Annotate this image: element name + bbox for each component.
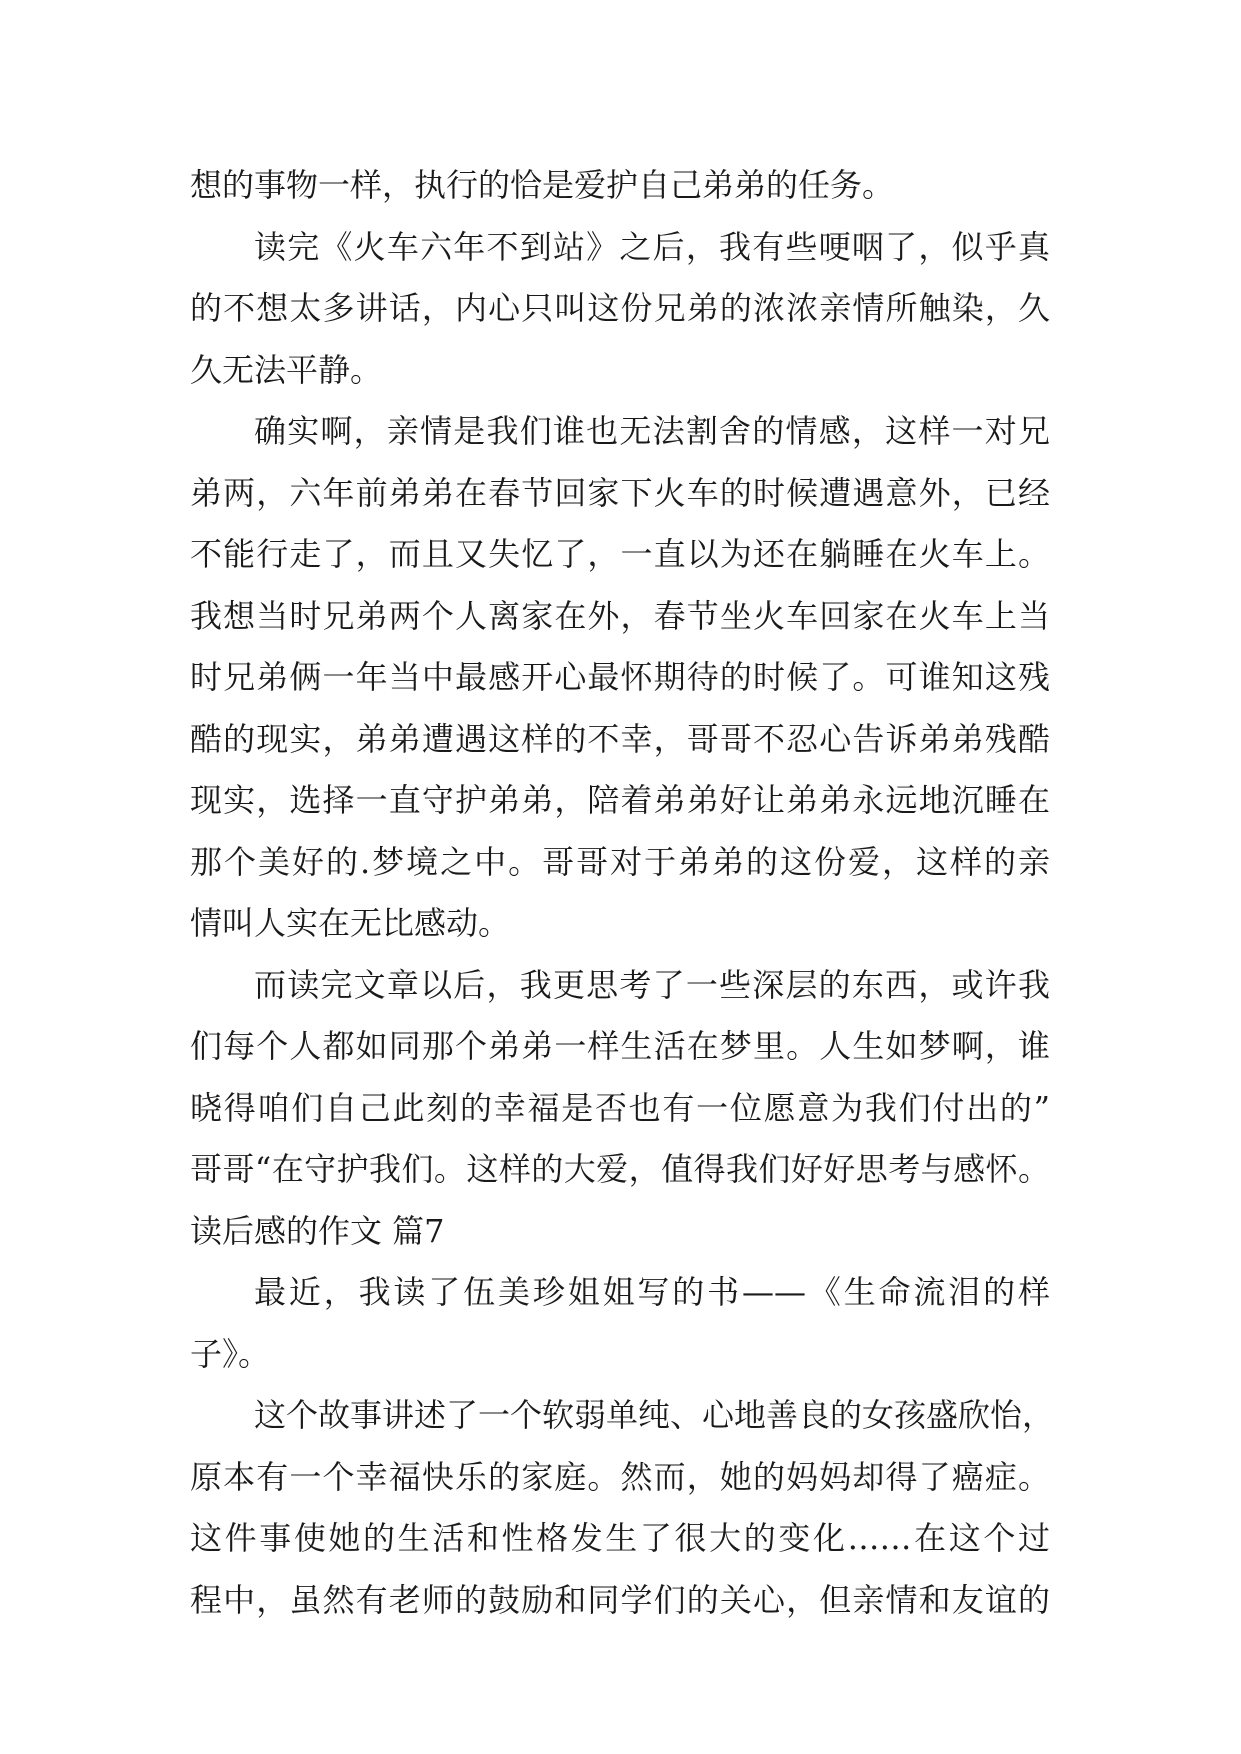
text-line: 弟两，六年前弟弟在春节回家下火车的时候遭遇意外，已经 (190, 473, 1050, 512)
text-line: 情叫人实在无比感动。 (190, 904, 511, 942)
text-line: 的不想太多讲话，内心只叫这份兄弟的浓浓亲情所触染，久 (190, 289, 1050, 327)
text-line: 原本有一个幸福快乐的家庭。然而，她的妈妈却得了癌症。 (190, 1457, 1050, 1496)
paragraph-start-line: 这个故事讲述了一个软弱单纯、心地善良的女孩盛欣怡， (254, 1396, 1055, 1434)
text-line: 哥哥“在守护我们。这样的大爱，值得我们好好思考与感怀。 (190, 1150, 1050, 1188)
text-line: 不能行走了，而且又失忆了，一直以为还在躺睡在火车上。 (190, 535, 1050, 573)
text-line: 晓得咱们自己此刻的幸福是否也有一位愿意为我们付出的” (190, 1088, 1050, 1127)
paragraph-start-line: 最近，我读了伍美珍姐姐写的书——《生命流泪的样 (254, 1273, 1050, 1311)
text-line: 们每个人都如同那个弟弟一样生活在梦里。人生如梦啊，谁 (190, 1027, 1050, 1065)
paragraph-start-line: 确实啊，亲情是我们谁也无法割舍的情感，这样一对兄 (254, 412, 1050, 450)
text-line: 那个美好的.梦境之中。哥哥对于弟弟的这份爱，这样的亲 (190, 842, 1050, 881)
paragraph-start-line: 读完《火车六年不到站》之后，我有些哽咽了，似乎真 (254, 227, 1050, 266)
document-body (190, 155, 1055, 1631)
text-line: 久无法平静。 (190, 350, 383, 389)
text-line: 我想当时兄弟两个人离家在外，春节坐火车回家在火车上当 (190, 596, 1050, 635)
paragraph-start-line: 而读完文章以后，我更思考了一些深层的东西，或许我 (254, 965, 1050, 1004)
text-line: 时兄弟俩一年当中最感开心最怀期待的时候了。可谁知这残 (190, 658, 1050, 696)
text-line: 现实，选择一直守护弟弟，陪着弟弟好让弟弟永远地沉睡在 (190, 781, 1050, 819)
text-line: 子》。 (190, 1334, 271, 1373)
text-line: 程中，虽然有老师的鼓励和同学们的关心，但亲情和友谊的 (190, 1580, 1050, 1619)
text-line: 酷的现实，弟弟遭遇这样的不幸，哥哥不忍心告诉弟弟残酷 (190, 719, 1050, 758)
section-heading: 读后感的作文 篇7 (190, 1211, 445, 1250)
text-line: 想的事物一样，执行的恰是爱护自己弟弟的任务。 (190, 166, 895, 204)
text-line: 这件事使她的生活和性格发生了很大的变化……在这个过 (190, 1519, 1050, 1557)
